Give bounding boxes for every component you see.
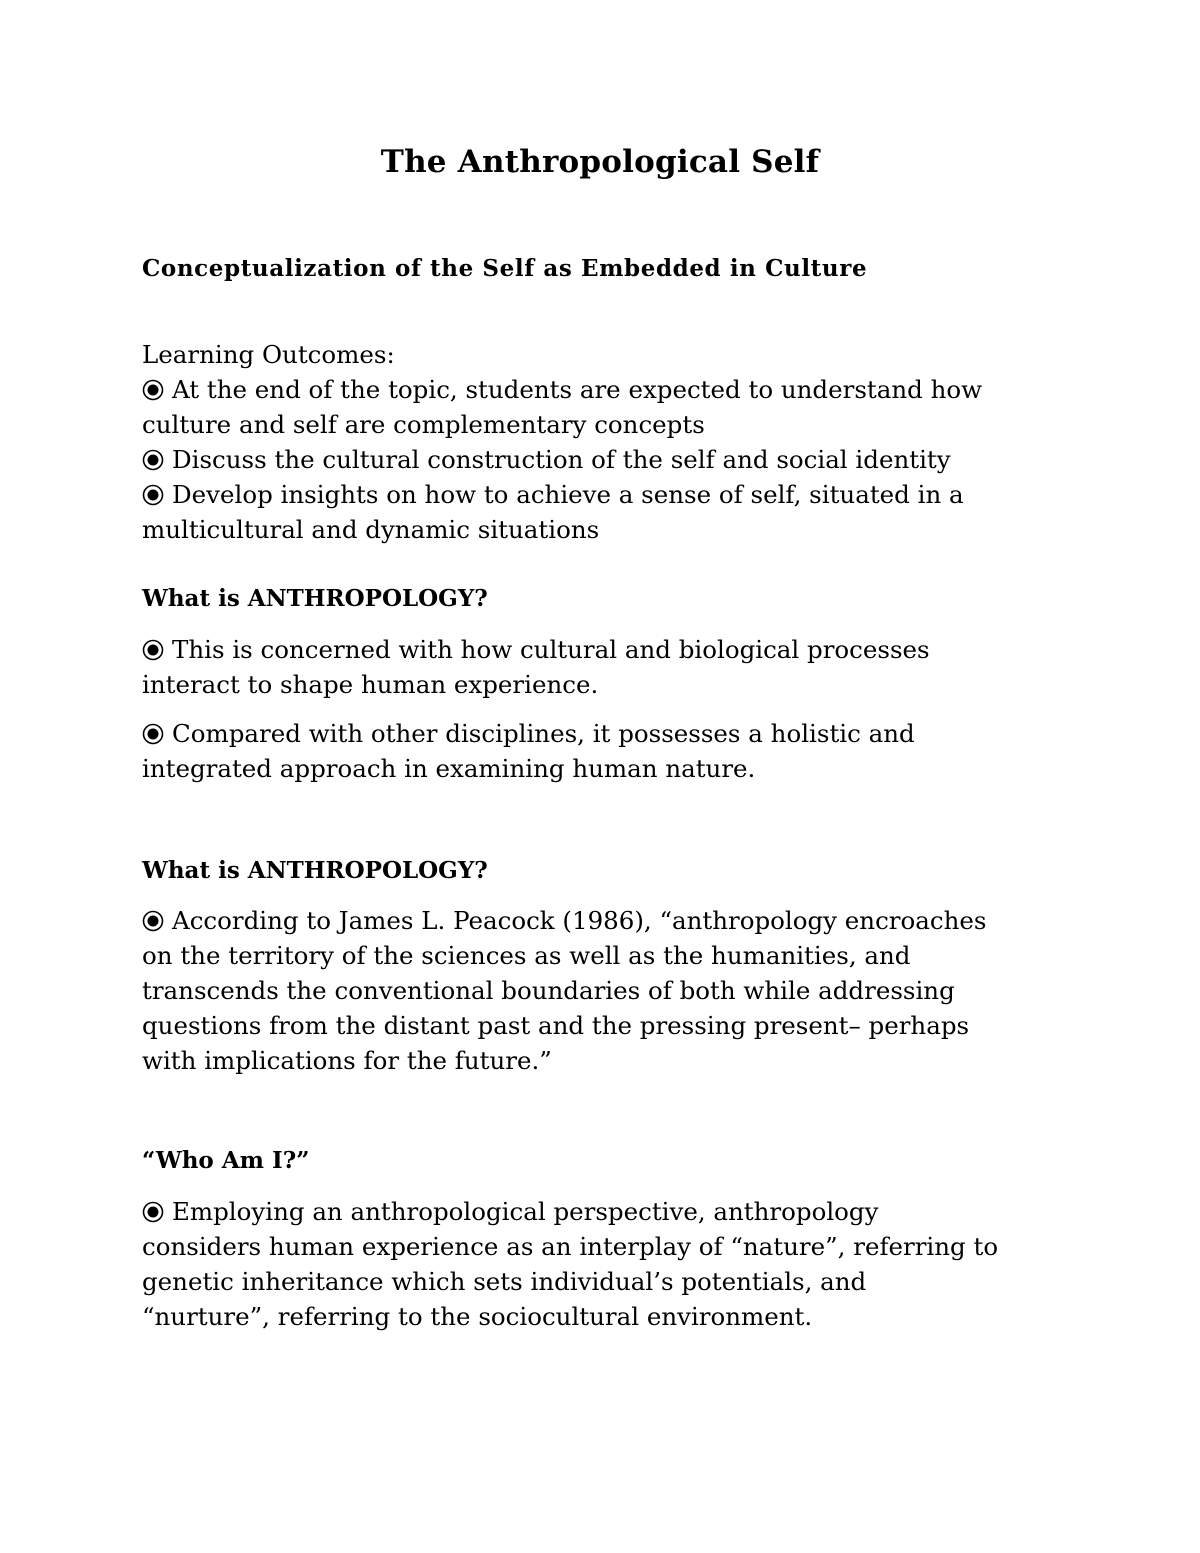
radio-bullet-icon [142,723,164,745]
paragraph-line: This is concerned with how cultural and biological processes [172,635,930,664]
paragraph-line: with implications for the future.” [142,1046,552,1075]
paragraph-line: considers human experience as an interplay of “nature”, referring to [142,1232,999,1261]
list-item [142,372,1082,407]
section-paragraph [142,1194,1082,1334]
section-heading: What is ANTHROPOLOGY? [142,857,488,884]
radio-bullet-icon [142,910,164,932]
list-item [142,477,1082,512]
paragraph-line: “nurture”, referring to the sociocultural environment. [142,1302,813,1331]
section-heading: “Who Am I?” [142,1147,310,1174]
paragraph-line: integrated approach in examining human nature. [142,754,756,783]
section-heading: What is ANTHROPOLOGY? [142,585,488,612]
paragraph-line: genetic inheritance which sets individual’s potentials, and [142,1267,867,1296]
radio-bullet-icon [142,449,164,471]
paragraph-line: on the territory of the sciences as well as the humanities, and [142,941,911,970]
paragraph-line: transcends the conventional boundaries of both while addressing [142,976,955,1005]
radio-bullet-icon [142,484,164,506]
list-item-text: At the end of the topic, students are expected to understand how [172,375,983,404]
list-item-text: Develop insights on how to achieve a sense of self, situated in a [172,480,964,509]
paragraph-line: According to James L. Peacock (1986), “anthropology encroaches [172,906,987,935]
radio-bullet-icon [142,379,164,401]
list-item-continuation: multicultural and dynamic situations [142,515,600,544]
list-item-continuation: culture and self are complementary concepts [142,410,705,439]
section-paragraph [142,903,1082,1078]
radio-bullet-icon [142,1201,164,1223]
list-item [142,442,1082,477]
list-item-text: Discuss the cultural construction of the self and social identity [172,445,951,474]
learning-outcomes [142,337,1082,547]
paragraph-line: Compared with other disciplines, it possesses a holistic and [172,719,915,748]
paragraph-line: interact to shape human experience. [142,670,599,699]
document-subtitle: Conceptualization of the Self as Embedded in Culture [142,255,868,282]
paragraph-line: questions from the distant past and the pressing present– perhaps [142,1011,970,1040]
section-paragraph [142,716,1082,786]
paragraph-line: Employing an anthropological perspective, anthropology [172,1197,879,1226]
learning-outcomes-label: Learning Outcomes: [142,340,395,369]
section-paragraph [142,632,1082,702]
radio-bullet-icon [142,639,164,661]
document-title: The Anthropological Self [380,144,820,180]
